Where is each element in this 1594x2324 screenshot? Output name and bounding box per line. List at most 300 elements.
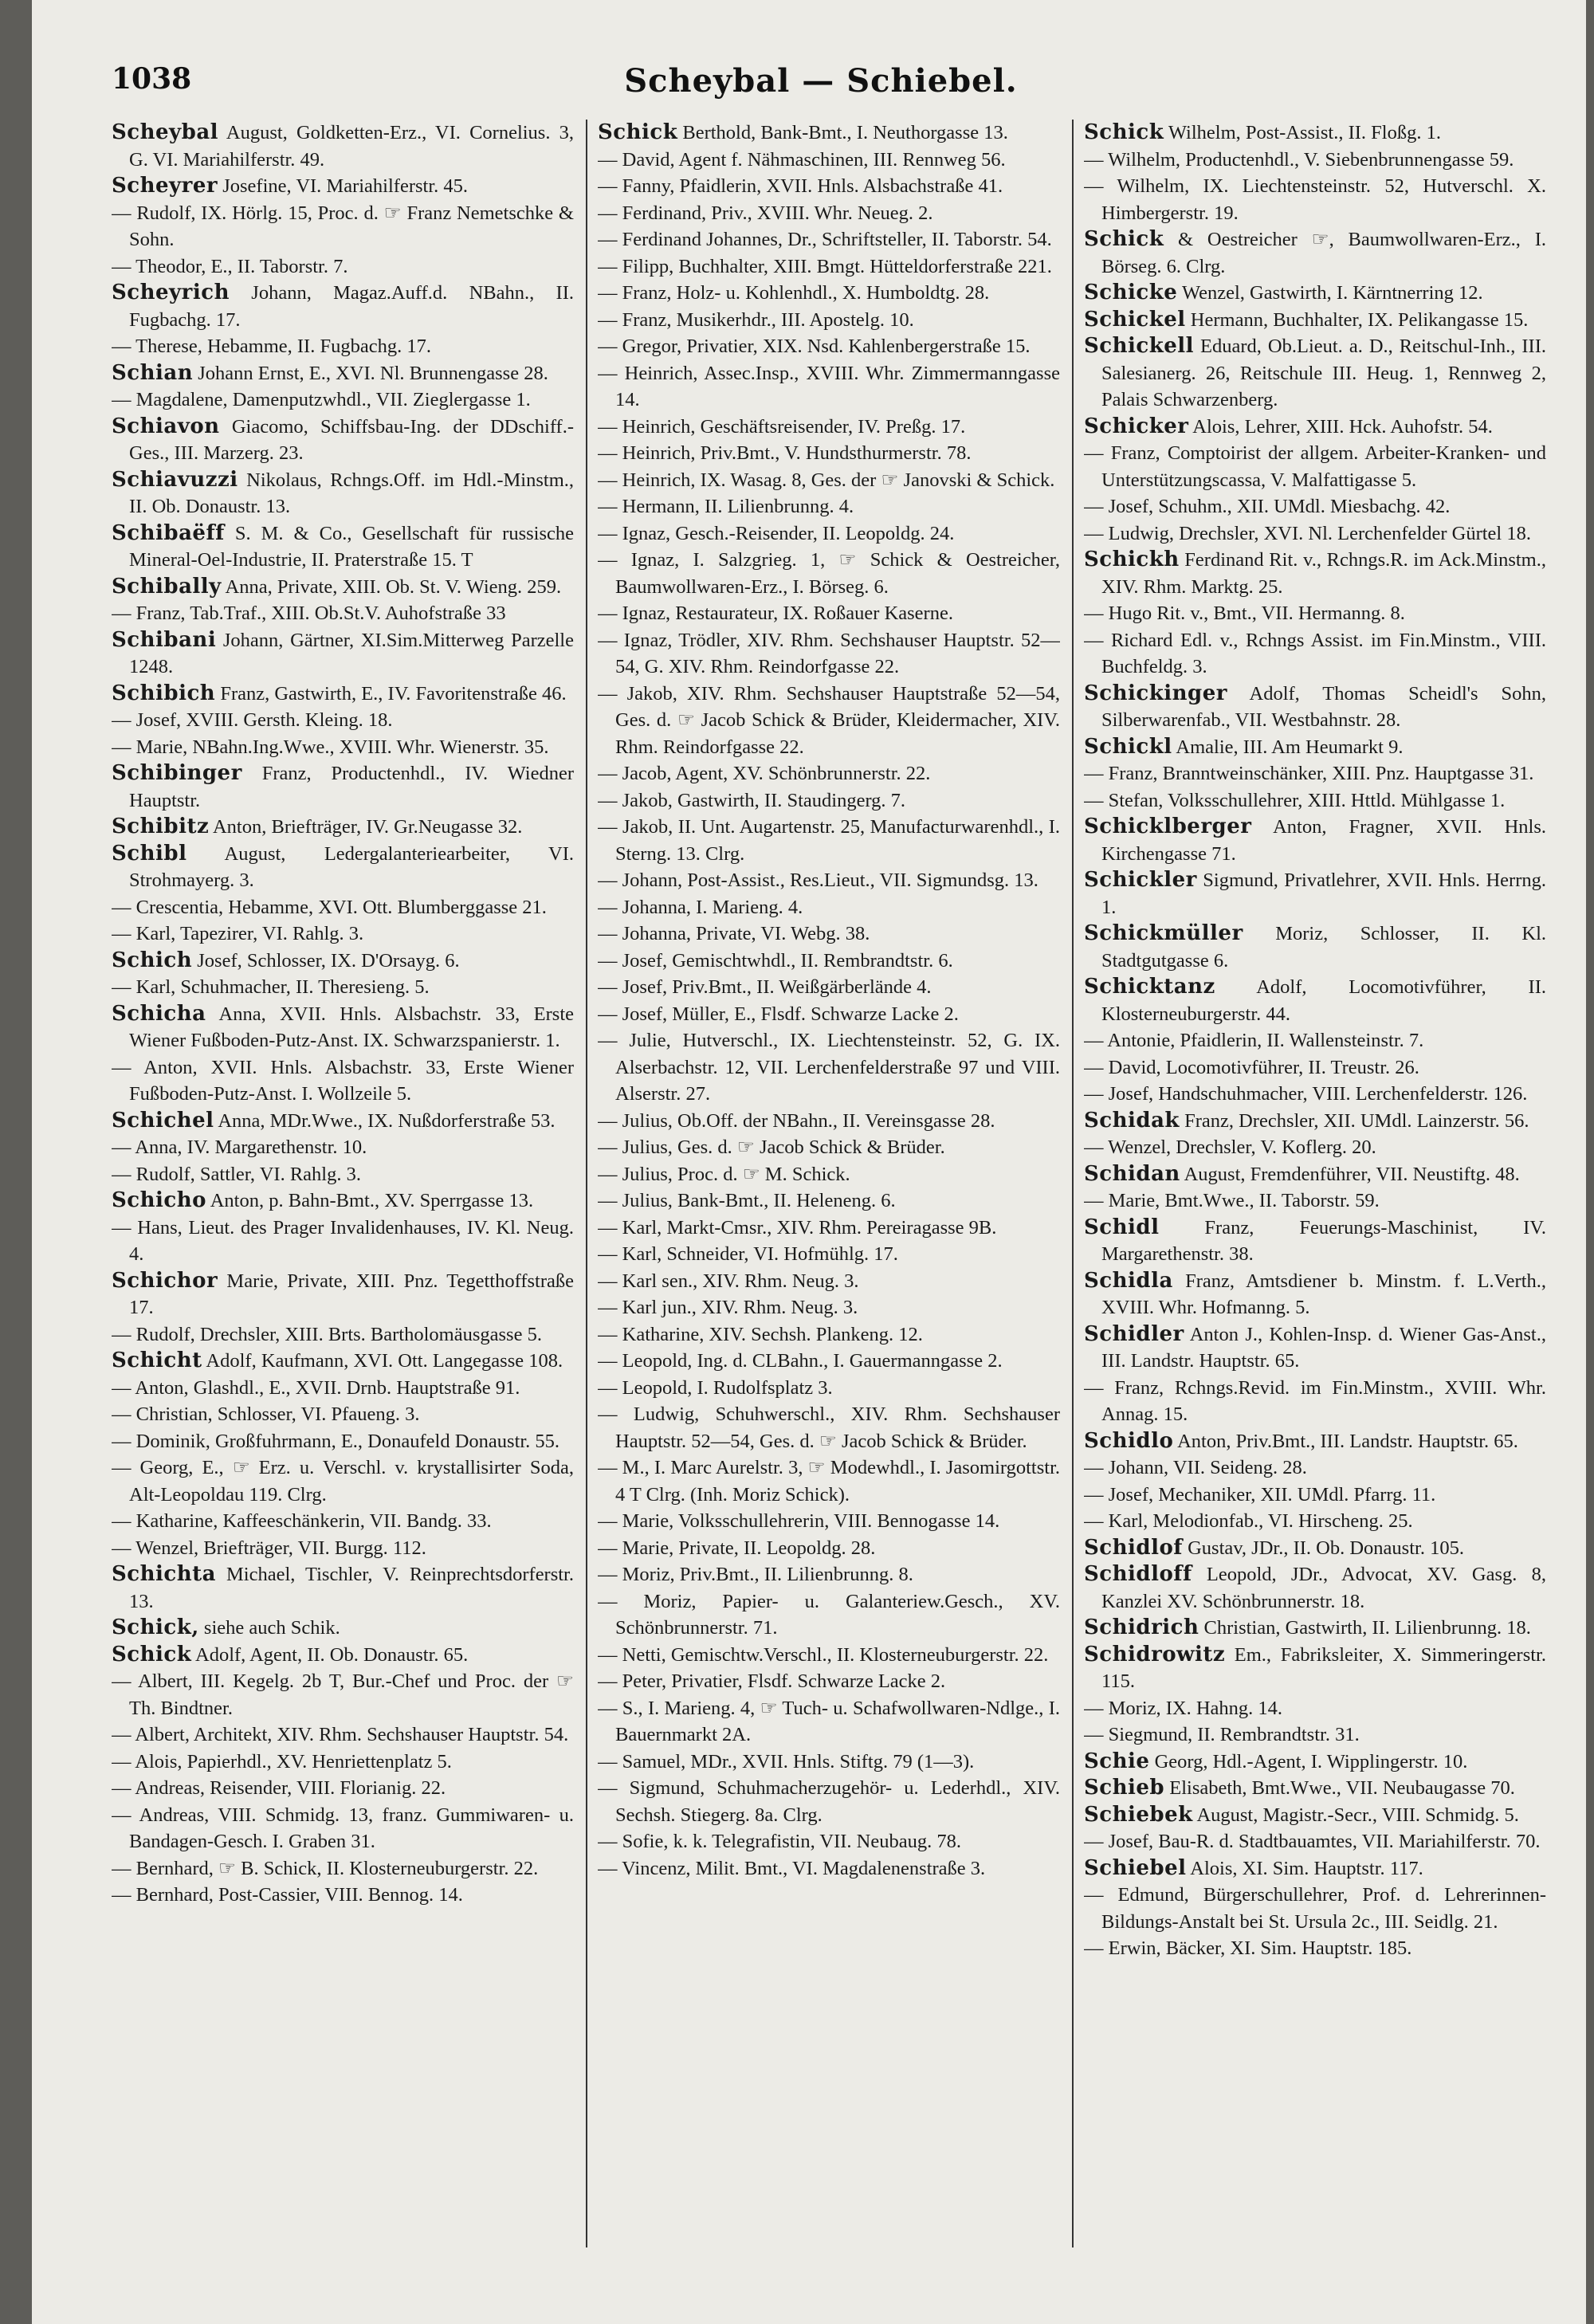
entry-text: August, Fremdenführer, VII. Neustiftg. 48. xyxy=(1180,1163,1520,1185)
entry-text: Georg, Hdl.-Agent, I. Wipplingerstr. 10. xyxy=(1149,1750,1468,1772)
directory-entry xyxy=(1084,1268,1546,1321)
entry-text: Berthold, Bank-Bmt., I. Neuthorgasse 13. xyxy=(677,122,1008,143)
directory-entry xyxy=(598,1749,1060,1776)
entry-text: — Ignaz, Gesch.-Reisender, II. Leopoldg. 24. xyxy=(598,522,955,544)
directory-entry xyxy=(1084,120,1546,147)
entry-surname: Schidla xyxy=(1084,1268,1173,1293)
entry-text: — Franz, Branntweinschänker, XIII. Pnz. Hauptgasse 31. xyxy=(1084,763,1534,784)
entry-text: — Johanna, Private, VI. Webg. 38. xyxy=(598,923,870,944)
entry-text: — Anton, XVII. Hnls. Alsbachstr. 33, Erste Wiener Fußboden-Putz-Anst. I. Wollzeile 5. xyxy=(112,1056,574,1105)
entry-text: S. M. & Co., Gesellschaft für russische Mineral-Oel-Industrie, II. Praterstraße 15. T xyxy=(129,522,574,571)
entry-text: — Rudolf, Sattler, VI. Rahlg. 3. xyxy=(112,1163,361,1185)
directory-entry xyxy=(598,814,1060,867)
directory-entry xyxy=(112,1161,574,1188)
entry-text: — Jakob, XIV. Rhm. Sechshauser Hauptstraße 52—54, Ges. d. ☞ Jacob Schick & Brüder, Kleidermacher, XIV. Rhm. Reindorfgasse 22. xyxy=(598,682,1060,758)
directory-entry xyxy=(112,387,574,414)
entry-surname: Scheyrich xyxy=(112,281,230,304)
entry-text: — Alois, Papierhdl., XV. Henriettenplatz 5. xyxy=(112,1750,452,1772)
directory-entry xyxy=(1084,1935,1546,1962)
entry-surname: Schickmüller xyxy=(1084,921,1243,945)
entry-text: — Christian, Schlosser, VI. Pfaueng. 3. xyxy=(112,1403,420,1425)
entry-text: Leopold, JDr., Advocat, XV. Gasg. 8, Kanzlei XV. Schönbrunnerstr. 18. xyxy=(1101,1564,1546,1612)
column-1 xyxy=(112,120,574,2303)
directory-entry xyxy=(598,173,1060,200)
entry-text: Michael, Tischler, V. Reinprechtsdorferstr. 13. xyxy=(129,1564,574,1612)
directory-entry xyxy=(112,574,574,601)
directory-entry xyxy=(112,120,574,173)
entry-surname: Schiavuzzi xyxy=(112,467,238,492)
entry-text: — Julius, Proc. d. ☞ M. Schick. xyxy=(598,1163,850,1185)
directory-entry xyxy=(1084,760,1546,787)
entry-text: — Rudolf, IX. Hörlg. 15, Proc. d. ☞ Franz Nemetschke & Sohn. xyxy=(112,202,574,250)
directory-entry xyxy=(598,1588,1060,1642)
directory-entry xyxy=(1084,814,1546,867)
entry-text: Wilhelm, Post-Assist., II. Floßg. 1. xyxy=(1164,122,1441,143)
entry-text: — Marie, Volksschullehrerin, VIII. Bennogasse 14. xyxy=(598,1510,1000,1532)
entry-surname: Schibally xyxy=(112,574,222,599)
entry-text: Giacomo, Schiffsbau-Ing. der DDschiff.-Ges., III. Marzerg. 23. xyxy=(129,415,574,464)
directory-entry xyxy=(1084,1828,1546,1855)
directory-entry xyxy=(1084,1508,1546,1535)
directory-entry xyxy=(1084,1775,1546,1802)
directory-entry xyxy=(112,1321,574,1348)
entry-text: Josef, Schlosser, IX. D'Orsayg. 6. xyxy=(192,949,460,972)
entry-text: — Johanna, I. Marieng. 4. xyxy=(598,896,803,918)
entry-surname: Schidlo xyxy=(1084,1428,1174,1453)
entry-surname: Schicktanz xyxy=(1084,975,1215,999)
entry-text: — Josef, Priv.Bmt., II. Weißgärberlände 4. xyxy=(598,976,932,998)
directory-entry xyxy=(598,787,1060,815)
directory-entry xyxy=(1084,440,1546,493)
directory-entry xyxy=(112,360,574,387)
directory-entry xyxy=(112,1642,574,1669)
entry-text: — Heinrich, IX. Wasag. 8, Ges. der ☞ Janovski & Schick. xyxy=(598,469,1055,491)
entry-text: — Jakob, II. Unt. Augartenstr. 25, Manufacturwarenhdl., I. Sterng. 13. Clrg. xyxy=(598,816,1060,865)
directory-entry xyxy=(112,948,574,975)
entry-text: — Ferdinand, Priv., XVIII. Whr. Neueg. 2. xyxy=(598,202,933,224)
directory-entry xyxy=(598,974,1060,1001)
entry-surname: Schichel xyxy=(112,1108,214,1133)
entry-text: — Franz, Musikerhdr., III. Apostelg. 10. xyxy=(598,308,914,331)
entry-text: — Katharine, Kaffeeschänkerin, VII. Bandg. 33. xyxy=(112,1510,492,1532)
directory-entry xyxy=(598,1001,1060,1028)
directory-entry xyxy=(598,867,1060,894)
entry-surname: Schickl xyxy=(1084,734,1172,759)
entry-surname: Schiebel xyxy=(1084,1855,1187,1880)
entry-text: — Therese, Hebamme, II. Fugbachg. 17. xyxy=(112,336,431,357)
entry-surname: Schicho xyxy=(112,1188,206,1212)
entry-text: — Heinrich, Priv.Bmt., V. Hundsthurmerstr. 78. xyxy=(598,442,972,464)
directory-entry xyxy=(598,1668,1060,1695)
entry-text: Elisabeth, Bmt.Wwe., VII. Neubaugasse 70. xyxy=(1164,1777,1515,1799)
directory-entry xyxy=(1084,1215,1546,1268)
directory-entry xyxy=(112,1882,574,1909)
directory-entry xyxy=(1084,493,1546,520)
entry-surname: Schian xyxy=(112,360,194,385)
entry-text: — Rudolf, Drechsler, XIII. Brts. Bartholomäusgasse 5. xyxy=(112,1323,542,1345)
directory-entry xyxy=(598,333,1060,360)
directory-entry xyxy=(1084,414,1546,441)
directory-entry xyxy=(112,1802,574,1855)
directory-entry xyxy=(112,734,574,761)
directory-entry xyxy=(598,921,1060,948)
directory-entry xyxy=(112,1454,574,1508)
directory-entry xyxy=(598,440,1060,467)
entry-text: Anna, MDr.Wwe., IX. Nußdorferstraße 53. xyxy=(214,1109,556,1132)
entry-text: — Samuel, MDr., XVII. Hnls. Stiftg. 79 (1—3). xyxy=(598,1750,975,1772)
directory-entry xyxy=(112,1054,574,1108)
directory-entry xyxy=(598,600,1060,627)
directory-entry xyxy=(598,1241,1060,1268)
directory-entry xyxy=(598,1348,1060,1375)
entry-text: — Ferdinand Johannes, Dr., Schriftsteller, II. Taborstr. 54. xyxy=(598,229,1052,250)
entry-text: August, Goldketten-Erz., VI. Cornelius. 3, G. VI. Mariahilferstr. 49. xyxy=(129,122,574,171)
directory-entry xyxy=(112,600,574,627)
directory-entry xyxy=(112,1775,574,1802)
directory-entry xyxy=(112,707,574,734)
entry-surname: Schickh xyxy=(1084,548,1180,571)
entry-text: — Marie, Bmt.Wwe., II. Taborstr. 59. xyxy=(1084,1190,1380,1211)
directory-entry xyxy=(1084,734,1546,761)
directory-entry xyxy=(112,894,574,921)
directory-entry xyxy=(112,1855,574,1882)
entry-text: Johann, Gärtner, XI.Sim.Mitterweg Parzelle 1248. xyxy=(129,629,574,677)
entry-text: — Ludwig, Schuhwerschl., XIV. Rhm. Sechshauser Hauptstr. 52—54, Ges. d. ☞ Jacob Schick & Brüder. xyxy=(598,1403,1060,1452)
entry-text: — Karl, Melodionfab., VI. Hirscheng. 25. xyxy=(1084,1510,1413,1532)
directory-entry xyxy=(112,1508,574,1535)
entry-text: — Heinrich, Geschäftsreisender, IV. Preßg. 17. xyxy=(598,415,966,438)
entry-surname: Schickinger xyxy=(1084,681,1227,705)
entry-text: Alois, XI. Sim. Hauptstr. 117. xyxy=(1186,1857,1423,1879)
directory-entry xyxy=(1084,1081,1546,1108)
directory-entry xyxy=(598,1321,1060,1348)
directory-entry xyxy=(1084,1482,1546,1509)
entry-text: — Anton, Glashdl., E., XVII. Drnb. Hauptstraße 91. xyxy=(112,1376,520,1399)
entry-text: — Johann, VII. Seideng. 28. xyxy=(1084,1457,1307,1478)
entry-surname: Schibinger xyxy=(112,761,242,785)
entry-text: — Erwin, Bäcker, XI. Sim. Hauptstr. 185. xyxy=(1084,1937,1412,1959)
entry-surname: Schidak xyxy=(1084,1108,1180,1133)
entry-surname: Scheyrer xyxy=(112,174,218,198)
directory-entry xyxy=(598,1775,1060,1828)
directory-entry xyxy=(112,921,574,948)
directory-entry xyxy=(598,1855,1060,1882)
directory-entry xyxy=(112,200,574,253)
entry-text: — Julie, Hutverschl., IX. Liechtensteinstr. 52, G. IX. Alserbachstr. 12, VII. Lerchenfelderstraße 97 und VIII. Alserstr. 27. xyxy=(598,1030,1060,1105)
entry-text: Sigmund, Privatlehrer, XVII. Hnls. Herrng. 1. xyxy=(1101,870,1546,918)
entry-text: — Josef, Bau-R. d. Stadtbauamtes, VII. Mariahilferstr. 70. xyxy=(1084,1831,1541,1852)
directory-entry xyxy=(598,307,1060,334)
entry-text: — Marie, Private, II. Leopoldg. 28. xyxy=(598,1537,876,1559)
entry-text: — David, Locomotivführer, II. Treustr. 26. xyxy=(1084,1056,1419,1078)
entry-surname: Schick xyxy=(1084,227,1164,251)
entry-surname: Schiavon xyxy=(112,414,220,438)
directory-entry xyxy=(112,333,574,360)
entry-text: Johann, Magaz.Auff.d. NBahn., II. Fugbachg. 17. xyxy=(129,282,574,331)
directory-entry xyxy=(1084,1695,1546,1722)
entry-text: — S., I. Marieng. 4, ☞ Tuch- u. Schafwollwaren-Ndlge., I. Bauernmarkt 2A. xyxy=(598,1697,1060,1745)
directory-entry xyxy=(598,894,1060,921)
directory-entry xyxy=(112,1134,574,1161)
entry-text: — Julius, Bank-Bmt., II. Heleneng. 6. xyxy=(598,1190,896,1211)
entry-text: Adolf, Locomotivführer, II. Klosterneuburgerstr. 44. xyxy=(1101,976,1546,1025)
entry-text: — Franz, Tab.Traf., XIII. Ob.St.V. Auhofstraße 33 xyxy=(112,603,506,624)
entry-text: — M., I. Marc Aurelstr. 3, ☞ Modewhdl., I. Jasomirgottstr. 4 T Clrg. (Inh. Moriz Schick). xyxy=(598,1457,1060,1505)
entry-text: — Julius, Ob.Off. der NBahn., II. Vereinsgasse 28. xyxy=(598,1109,995,1132)
entry-text: Anna, Private, XIII. Ob. St. V. Wieng. 259. xyxy=(221,575,562,598)
entry-text: — Wenzel, Drechsler, V. Koflerg. 20. xyxy=(1084,1136,1376,1158)
directory-entry xyxy=(112,1721,574,1749)
entry-text: Franz, Feuerungs-Maschinist, IV. Margarethenstr. 38. xyxy=(1101,1216,1546,1265)
directory-entry xyxy=(598,467,1060,494)
directory-entry xyxy=(1084,974,1546,1027)
entry-text: Adolf, Agent, II. Ob. Donaustr. 65. xyxy=(191,1643,469,1666)
entry-text: — Franz, Comptoirist der allgem. Arbeiter-Kranken- und Unterstützungscassa, V. Malfattigasse 5. xyxy=(1084,442,1546,491)
directory-entry xyxy=(112,173,574,200)
directory-entry xyxy=(112,467,574,520)
entry-surname: Schicker xyxy=(1084,414,1189,438)
entry-text: Amalie, III. Am Heumarkt 9. xyxy=(1172,736,1404,758)
directory-entry xyxy=(1084,1615,1546,1642)
entry-text: Anton, Priv.Bmt., III. Landstr. Hauptstr. 65. xyxy=(1173,1430,1518,1452)
entry-surname: Schibl xyxy=(112,841,187,866)
entry-surname: Schichta xyxy=(112,1562,216,1586)
entry-text: — Karl, Tapezirer, VI. Rahlg. 3. xyxy=(112,923,364,944)
directory-entry xyxy=(598,1828,1060,1855)
directory-entry xyxy=(1084,1749,1546,1776)
entry-text: Adolf, Kaufmann, XVI. Ott. Langegasse 108. xyxy=(202,1350,563,1372)
directory-entry xyxy=(598,253,1060,281)
entry-text: — Anna, IV. Margarethenstr. 10. xyxy=(112,1136,367,1158)
directory-entry xyxy=(598,360,1060,414)
directory-entry xyxy=(112,253,574,281)
entry-text: — Leopold, I. Rudolfsplatz 3. xyxy=(598,1376,833,1399)
entry-surname: Schicke xyxy=(1084,281,1178,304)
directory-entry xyxy=(112,1401,574,1428)
entry-text: — Katharine, XIV. Sechsh. Plankeng. 12. xyxy=(598,1323,923,1345)
directory-entry xyxy=(112,414,574,467)
directory-entry xyxy=(598,520,1060,548)
directory-entry xyxy=(112,1615,574,1642)
entry-text: Anton, p. Bahn-Bmt., XV. Sperrgasse 13. xyxy=(206,1190,534,1211)
directory-entry xyxy=(1084,333,1546,414)
directory-entry xyxy=(1084,681,1546,734)
entry-text: — Karl, Schuhmacher, II. Theresieng. 5. xyxy=(112,976,430,998)
entry-surname: Schidrich xyxy=(1084,1615,1199,1639)
directory-entry xyxy=(112,1268,574,1321)
directory-entry xyxy=(598,627,1060,681)
entry-text: — Sofie, k. k. Telegrafistin, VII. Neubaug. 78. xyxy=(598,1831,961,1852)
directory-entry xyxy=(598,1454,1060,1508)
entry-text: — Bernhard, Post-Cassier, VIII. Bennog. 14. xyxy=(112,1884,463,1906)
directory-entry xyxy=(112,1375,574,1402)
entry-text: — Gregor, Privatier, XIX. Nsd. Kahlenbergerstraße 15. xyxy=(598,336,1031,357)
directory-entry xyxy=(1084,627,1546,681)
directory-entry xyxy=(598,1108,1060,1135)
entry-text: — Josef, Gemischtwhdl., II. Rembrandtstr. 6. xyxy=(598,949,953,972)
entry-text: Em., Fabriksleiter, X. Simmeringerstr. 115. xyxy=(1101,1643,1546,1692)
directory-entry xyxy=(112,1001,574,1054)
running-title: Scheybal — Schiebel. xyxy=(624,62,1018,100)
entry-surname: Schick xyxy=(598,120,678,144)
entry-text: — Edmund, Bürgerschullehrer, Prof. d. Lehrerinnen-Bildungs-Anstalt bei St. Ursula 2c., III. Seidlg. 21. xyxy=(1084,1884,1546,1933)
directory-entry xyxy=(598,1535,1060,1562)
directory-entry xyxy=(598,760,1060,787)
entry-text: Hermann, Buchhalter, IX. Pelikangasse 15. xyxy=(1185,308,1529,331)
entry-text: — Heinrich, Assec.Insp., XVIII. Whr. Zimmermanngasse 14. xyxy=(598,362,1060,410)
directory-entry xyxy=(112,974,574,1001)
directory-entry xyxy=(112,1561,574,1615)
entry-text: — Karl, Schneider, VI. Hofmühlg. 17. xyxy=(598,1243,898,1265)
directory-entry xyxy=(598,493,1060,520)
directory-entry xyxy=(598,414,1060,441)
entry-text: — Jakob, Gastwirth, II. Staudingerg. 7. xyxy=(598,789,906,811)
page-header xyxy=(112,62,1530,118)
entry-surname: Schichor xyxy=(112,1268,218,1293)
entry-text: — Fanny, Pfaidlerin, XVII. Hnls. Alsbachstraße 41. xyxy=(598,175,1003,197)
entry-text: — Andreas, Reisender, VIII. Florianig. 22. xyxy=(112,1777,446,1799)
entry-text: — Leopold, Ing. d. CLBahn., I. Gauermanngasse 2. xyxy=(598,1350,1003,1372)
entry-text: — Hugo Rit. v., Bmt., VII. Hermanng. 8. xyxy=(1084,603,1405,624)
directory-entry xyxy=(112,280,574,333)
entry-text: Franz, Productenhdl., IV. Wiedner Hauptstr. xyxy=(129,763,574,811)
directory-entry xyxy=(1084,600,1546,627)
entry-surname: Schidloff xyxy=(1084,1562,1192,1586)
entry-surname: Schidl xyxy=(1084,1215,1160,1239)
entry-text: Gustav, JDr., II. Ob. Donaustr. 105. xyxy=(1182,1537,1464,1559)
entry-text: August, Ledergalanteriearbeiter, VI. Strohmayerg. 3. xyxy=(129,842,574,891)
entry-text: — Johann, Post-Assist., Res.Lieut., VII. Sigmundsg. 13. xyxy=(598,870,1038,891)
directory-entry xyxy=(598,120,1060,147)
column-divider xyxy=(1072,120,1074,2247)
entry-text: & Oestreicher ☞, Baumwollwaren-Erz., I. Börseg. 6. Clrg. xyxy=(1101,229,1546,277)
directory-entry xyxy=(112,1749,574,1776)
directory-entry xyxy=(1084,1535,1546,1562)
entry-text: Franz, Amtsdiener b. Minstm. f. L.Verth., XVIII. Whr. Hofmanng. 5. xyxy=(1101,1270,1546,1318)
entry-surname: Schick, xyxy=(112,1615,199,1639)
entry-surname: Schicht xyxy=(112,1348,202,1372)
directory-entry xyxy=(1084,1454,1546,1482)
entry-text: — Dominik, Großfuhrmann, E., Donaufeld Donaustr. 55. xyxy=(112,1430,560,1452)
directory-entry xyxy=(112,1535,574,1562)
entry-text: — Siegmund, II. Rembrandtstr. 31. xyxy=(1084,1724,1360,1745)
directory-entry xyxy=(1084,1161,1546,1188)
entry-surname: Schicklberger xyxy=(1084,815,1252,838)
entry-text: — Crescentia, Hebamme, XVI. Ott. Blumberggasse 21. xyxy=(112,896,547,918)
entry-text: Johann Ernst, E., XVI. Nl. Brunnengasse 28. xyxy=(193,362,548,384)
entry-text: — Ignaz, I. Salzgrieg. 1, ☞ Schick & Oestreicher, Baumwollwaren-Erz., I. Börseg. 6. xyxy=(598,549,1060,598)
entry-surname: Schieb xyxy=(1084,1776,1165,1800)
entry-surname: Schie xyxy=(1084,1749,1150,1773)
directory-entry xyxy=(1084,1375,1546,1428)
directory-entry xyxy=(598,1027,1060,1108)
directory-entry xyxy=(112,1215,574,1268)
directory-entry xyxy=(1084,1561,1546,1615)
entry-surname: Schibani xyxy=(112,627,217,652)
directory-entry xyxy=(1084,307,1546,334)
entry-text: — Andreas, VIII. Schmidg. 13, franz. Gummiwaren- u. Bandagen-Gesch. I. Graben 31. xyxy=(112,1804,574,1852)
directory-entry xyxy=(598,280,1060,307)
entry-surname: Schibich xyxy=(112,681,216,705)
directory-entry xyxy=(598,1375,1060,1402)
entry-text: — Josef, Handschuhmacher, VIII. Lerchenfelderstr. 126. xyxy=(1084,1083,1528,1105)
entry-surname: Schicha xyxy=(112,1001,206,1026)
directory-entry xyxy=(598,1161,1060,1188)
entry-text: — Ludwig, Drechsler, XVI. Nl. Lerchenfelder Gürtel 18. xyxy=(1084,522,1531,544)
directory-entry xyxy=(1084,1134,1546,1161)
page-number: 1038 xyxy=(112,62,192,96)
entry-text: — Ignaz, Trödler, XIV. Rhm. Sechshauser Hauptstr. 52—54, G. XIV. Rhm. Reindorfgasse 22. xyxy=(598,629,1060,677)
directory-entry xyxy=(598,1401,1060,1454)
entry-text: — Antonie, Pfaidlerin, II. Wallensteinstr. 7. xyxy=(1084,1030,1424,1051)
entry-text: — Franz, Holz- u. Kohlenhdl., X. Humboldtg. 28. xyxy=(598,282,990,304)
directory-entry xyxy=(598,1695,1060,1749)
entry-text: Marie, Private, XIII. Pnz. Tegetthoffstraße 17. xyxy=(129,1270,574,1318)
directory-entry xyxy=(112,841,574,894)
entry-surname: Scheybal xyxy=(112,120,219,144)
entry-text: — Sigmund, Schuhmacherzugehör- u. Lederhdl., XIV. Sechsh. Stiegerg. 8a. Clrg. xyxy=(598,1777,1060,1826)
column-3 xyxy=(1084,120,1546,2303)
directory-entry xyxy=(1084,867,1546,921)
entry-text: — Jacob, Agent, XV. Schönbrunnerstr. 22. xyxy=(598,763,931,784)
directory-entry xyxy=(598,1268,1060,1295)
entry-surname: Schidler xyxy=(1084,1321,1184,1346)
directory-entry xyxy=(1084,1428,1546,1455)
directory-entry xyxy=(1084,921,1546,974)
directory-entry xyxy=(1084,1108,1546,1135)
entry-text: — Josef, Schuhm., XII. UMdl. Miesbachg. 42. xyxy=(1084,496,1451,517)
column-divider xyxy=(586,120,587,2247)
directory-entry xyxy=(598,1561,1060,1588)
column-2 xyxy=(598,120,1060,2303)
directory-entry xyxy=(1084,147,1546,174)
directory-entry xyxy=(1084,1855,1546,1882)
entry-text: — Georg, E., ☞ Erz. u. Verschl. v. krystallisirter Soda, Alt-Leopoldau 119. Clrg. xyxy=(112,1457,574,1505)
directory-entry xyxy=(112,760,574,814)
entry-text: — Albert, III. Kegelg. 2b T, Bur.-Chef und Proc. der ☞ Th. Bindtner. xyxy=(112,1670,574,1719)
entry-text: Christian, Gastwirth, II. Lilienbrunng. 18. xyxy=(1199,1617,1531,1639)
entry-text: — Netti, Gemischtw.Verschl., II. Klosterneuburgerstr. 22. xyxy=(598,1643,1049,1666)
directory-entry xyxy=(598,681,1060,761)
entry-text: — Franz, Rchngs.Revid. im Fin.Minstm., XVIII. Whr. Annag. 15. xyxy=(1084,1376,1546,1425)
directory-entry xyxy=(1084,1188,1546,1215)
entry-text: Nikolaus, Rchngs.Off. im Hdl.-Minstm., II. Ob. Donaustr. 13. xyxy=(129,469,574,517)
entry-text: August, Magistr.-Secr., VIII. Schmidg. 5. xyxy=(1192,1804,1519,1826)
directory-entry xyxy=(598,1188,1060,1215)
directory-entry xyxy=(598,1134,1060,1161)
entry-text: — Magdalene, Damenputzwhdl., VII. Zieglergasse 1. xyxy=(112,389,531,410)
entry-text: — Hans, Lieut. des Prager Invalidenhauses, IV. Kl. Neug. 4. xyxy=(112,1216,574,1265)
entry-text: Franz, Drechsler, XII. UMdl. Lainzerstr. 56. xyxy=(1179,1109,1529,1132)
directory-entry xyxy=(112,1108,574,1135)
directory-entry xyxy=(112,1188,574,1215)
directory-entry xyxy=(598,1294,1060,1321)
directory-entry xyxy=(1084,1642,1546,1695)
entry-text: — Richard Edl. v., Rchngs Assist. im Fin.Minstm., VIII. Buchfeldg. 3. xyxy=(1084,629,1546,677)
directory-entry xyxy=(112,681,574,708)
entry-text: Anna, XVII. Hnls. Alsbachstr. 33, Erste Wiener Fußboden-Putz-Anst. IX. Schwarzspanierstr. 1. xyxy=(129,1003,574,1051)
directory-page xyxy=(32,0,1586,2324)
entry-text: Ferdinand Rit. v., Rchngs.R. im Ack.Minstm., XIV. Rhm. Marktg. 25. xyxy=(1101,549,1546,598)
entry-surname: Schiebek xyxy=(1084,1802,1193,1827)
entry-surname: Schickler xyxy=(1084,868,1197,892)
directory-entry xyxy=(112,1668,574,1721)
entry-text: — Josef, XVIII. Gersth. Kleing. 18. xyxy=(112,709,393,731)
entry-text: Franz, Gastwirth, E., IV. Favoritenstraße 46. xyxy=(215,682,567,705)
entry-text: — Albert, Architekt, XIV. Rhm. Sechshauser Hauptstr. 54. xyxy=(112,1724,569,1745)
entry-text: — Josef, Mechaniker, XII. UMdl. Pfarrg. 11. xyxy=(1084,1483,1436,1505)
directory-entry xyxy=(598,1642,1060,1669)
